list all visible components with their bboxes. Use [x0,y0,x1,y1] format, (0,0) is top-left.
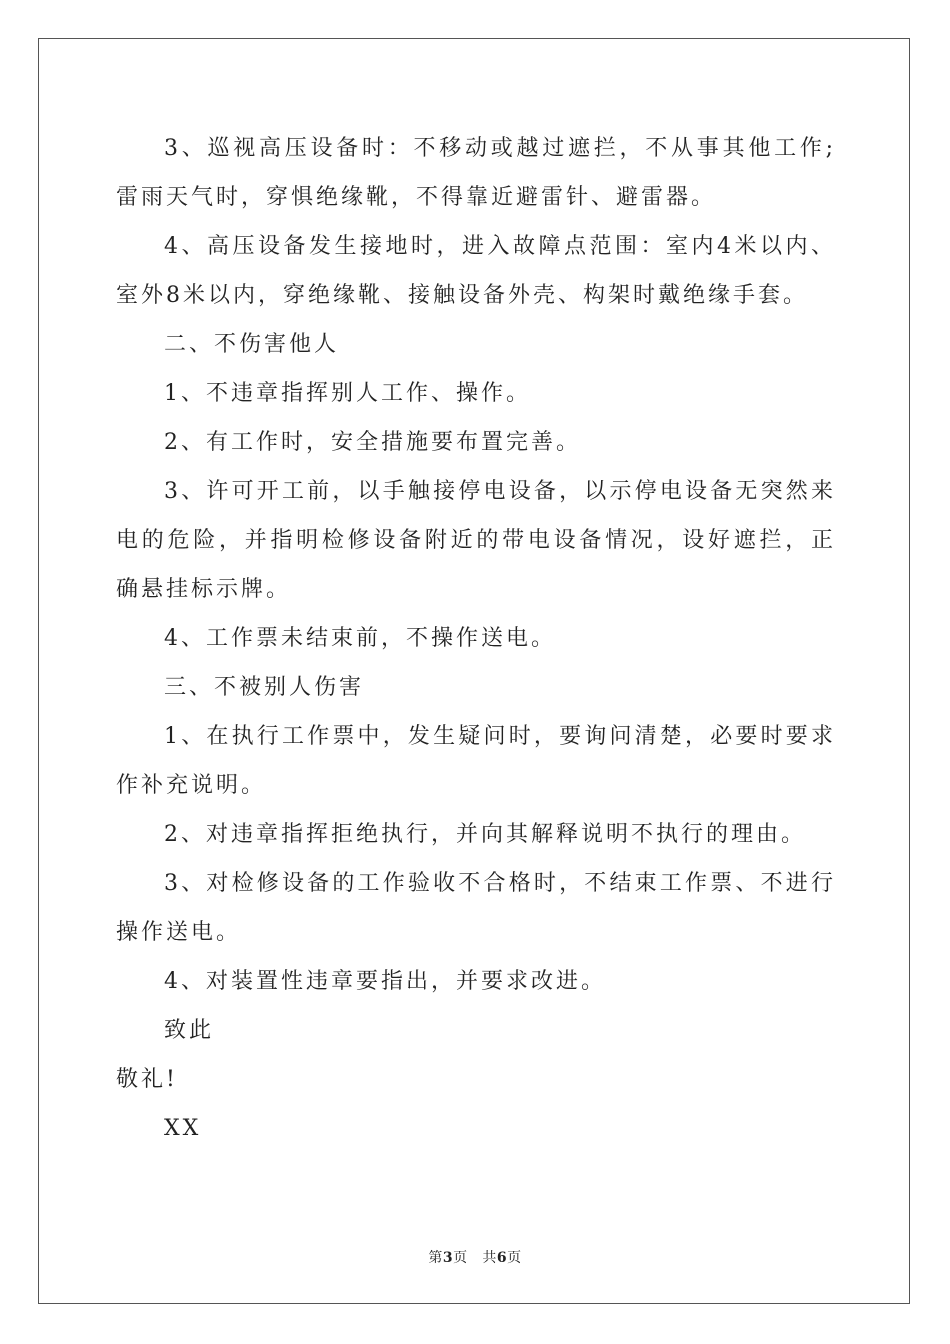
paragraph: 4、高压设备发生接地时，进入故障点范围：室内4米以内、室外8米以内，穿绝缘靴、接触设备外壳、构架时戴绝缘手套。 [116,234,836,308]
section-heading: 二、不伤害他人 [164,332,340,357]
paragraph: 3、巡视高压设备时：不移动或越过遮拦，不从事其他工作;雷雨天气时，穿惧绝缘靴，不得靠近避雷针、避雷器。 [116,136,836,210]
paragraph: 1、在执行工作票中，发生疑问时，要询问清楚，必要时要求作补充说明。 [116,724,836,798]
footer-total-prefix: 共 [482,1250,497,1266]
paragraph: 3、许可开工前，以手触接停电设备，以示停电设备无突然来电的危险，并指明检修设备附近的带电设备情况，设好遮拦，正确悬挂标示牌。 [116,479,836,602]
closing-line: 致此 [164,1018,215,1043]
footer-prefix: 第 [428,1250,443,1266]
paragraph: 4、对装置性违章要指出，并要求改进。 [164,969,606,994]
paragraph: 3、对检修设备的工作验收不合格时，不结束工作票、不进行操作送电。 [116,871,836,945]
paragraph: 2、有工作时，安全措施要布置完善。 [164,430,581,455]
paragraph: 2、对违章指挥拒绝执行，并向其解释说明不执行的理由。 [164,822,806,847]
salutation: 敬礼! [116,1067,178,1092]
signature: XX [164,1116,202,1141]
page-footer [0,1247,950,1267]
footer-page-suffix: 页 [453,1250,468,1266]
paragraph: 4、工作票未结束前，不操作送电。 [164,626,556,651]
footer-total-pages: 6 [496,1250,508,1266]
section-heading: 三、不被别人伤害 [164,675,365,700]
footer-page-number: 3 [442,1250,454,1266]
paragraph: 1、不违章指挥别人工作、操作。 [164,381,531,406]
footer-total-suffix: 页 [507,1250,522,1266]
document-body [116,124,836,1153]
